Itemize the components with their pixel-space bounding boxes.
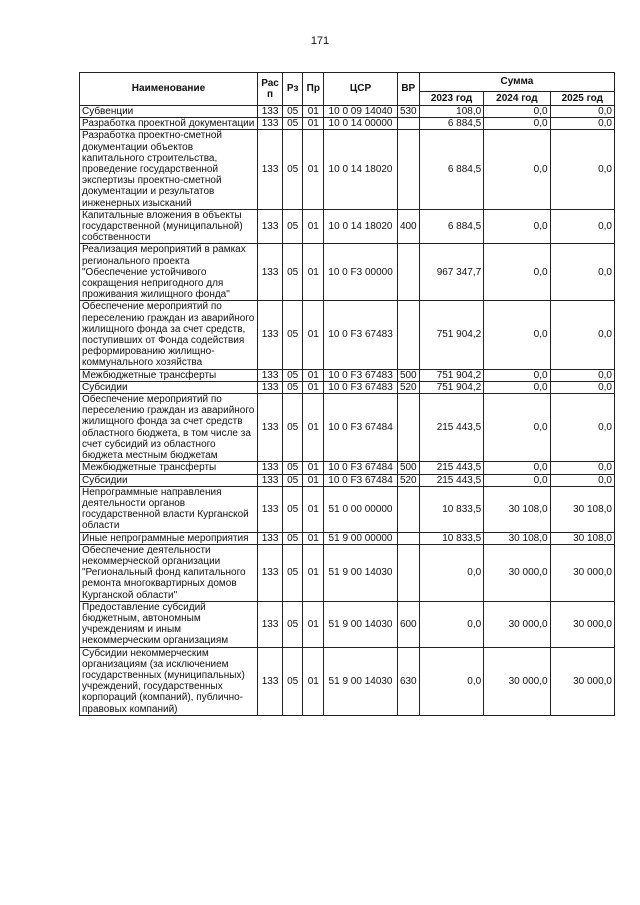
row-name: Субсидии некоммерческим организациям (за исключением государственных (муниципальных) учреждений, государственных корпораций (компаний), публично-правовых компаний) xyxy=(80,647,258,715)
row-rz: 05 xyxy=(283,394,303,462)
table-row xyxy=(80,532,615,544)
row-pr: 01 xyxy=(303,369,324,381)
row-name: Обеспечение мероприятий по переселению граждан из аварийного жилищного фонда за счет средств областного бюджета, в том числе за счет субсидий из областного бюджета местным бюджетам xyxy=(80,394,258,462)
row-sum-2023: 215 443,5 xyxy=(419,474,483,486)
row-ras: 133 xyxy=(257,118,282,130)
row-sum-2023: 6 884,5 xyxy=(419,209,483,244)
row-ras: 133 xyxy=(257,394,282,462)
row-name: Непрограммные направления деятельности органов государственной власти Курганской области xyxy=(80,486,258,532)
table-row xyxy=(80,106,615,118)
table-row xyxy=(80,544,615,601)
header-name: Наименование xyxy=(80,73,258,106)
table-row xyxy=(80,486,615,532)
row-pr: 01 xyxy=(303,209,324,244)
table-row xyxy=(80,301,615,369)
row-rz: 05 xyxy=(283,601,303,647)
row-csr: 10 0 F3 67483 xyxy=(324,369,397,381)
row-vr xyxy=(397,118,419,130)
table-row xyxy=(80,462,615,474)
row-vr: 520 xyxy=(397,474,419,486)
row-sum-2024: 0,0 xyxy=(484,369,550,381)
row-csr: 51 0 00 00000 xyxy=(324,486,397,532)
table-row xyxy=(80,369,615,381)
row-rz: 05 xyxy=(283,130,303,209)
row-pr: 01 xyxy=(303,601,324,647)
row-sum-2024: 0,0 xyxy=(484,209,550,244)
row-csr: 10 0 F3 67483 xyxy=(324,381,397,393)
row-csr: 51 9 00 14030 xyxy=(324,647,397,715)
row-sum-2025: 0,0 xyxy=(550,118,614,130)
row-sum-2025: 30 000,0 xyxy=(550,544,614,601)
row-pr: 01 xyxy=(303,381,324,393)
row-ras: 133 xyxy=(257,130,282,209)
row-pr: 01 xyxy=(303,647,324,715)
row-sum-2024: 30 000,0 xyxy=(484,544,550,601)
row-ras: 133 xyxy=(257,106,282,118)
row-csr: 10 0 F3 00000 xyxy=(324,244,397,301)
row-rz: 05 xyxy=(283,462,303,474)
row-pr: 01 xyxy=(303,301,324,369)
table-row xyxy=(80,118,615,130)
row-name: Субвенции xyxy=(80,106,258,118)
row-name: Капитальные вложения в объекты государственной (муниципальной) собственности xyxy=(80,209,258,244)
table-body xyxy=(80,106,615,716)
row-csr: 10 0 09 14040 xyxy=(324,106,397,118)
row-sum-2023: 751 904,2 xyxy=(419,301,483,369)
row-ras: 133 xyxy=(257,462,282,474)
row-csr: 51 9 00 00000 xyxy=(324,532,397,544)
row-sum-2023: 6 884,5 xyxy=(419,118,483,130)
row-name: Межбюджетные трансферты xyxy=(80,369,258,381)
row-sum-2024: 0,0 xyxy=(484,118,550,130)
header-rz: Рз xyxy=(283,73,303,106)
row-csr: 10 0 F3 67484 xyxy=(324,394,397,462)
row-sum-2024: 0,0 xyxy=(484,474,550,486)
row-sum-2024: 30 000,0 xyxy=(484,601,550,647)
table-row xyxy=(80,474,615,486)
row-name: Межбюджетные трансферты xyxy=(80,462,258,474)
row-ras: 133 xyxy=(257,244,282,301)
row-sum-2025: 30 108,0 xyxy=(550,532,614,544)
page-number: 171 xyxy=(310,35,330,47)
row-pr: 01 xyxy=(303,544,324,601)
row-rz: 05 xyxy=(283,486,303,532)
row-name: Иные непрограммные мероприятия xyxy=(80,532,258,544)
row-sum-2024: 0,0 xyxy=(484,394,550,462)
row-sum-2023: 0,0 xyxy=(419,544,483,601)
budget-table xyxy=(79,72,615,716)
row-name: Обеспечение мероприятий по переселению граждан из аварийного жилищного фонда за счет средств, поступивших от Фонда содействия реформированию жилищно-коммунального хозяйства xyxy=(80,301,258,369)
row-ras: 133 xyxy=(257,601,282,647)
row-vr xyxy=(397,244,419,301)
row-sum-2023: 0,0 xyxy=(419,647,483,715)
row-sum-2023: 10 833,5 xyxy=(419,532,483,544)
row-vr: 400 xyxy=(397,209,419,244)
row-rz: 05 xyxy=(283,369,303,381)
row-sum-2025: 0,0 xyxy=(550,301,614,369)
row-sum-2023: 967 347,7 xyxy=(419,244,483,301)
row-ras: 133 xyxy=(257,474,282,486)
row-csr: 51 9 00 14030 xyxy=(324,544,397,601)
row-sum-2024: 30 000,0 xyxy=(484,647,550,715)
header-csr: ЦСР xyxy=(324,73,397,106)
header-ras: Рас п xyxy=(257,73,282,106)
row-sum-2025: 0,0 xyxy=(550,394,614,462)
row-rz: 05 xyxy=(283,544,303,601)
row-pr: 01 xyxy=(303,532,324,544)
row-sum-2025: 0,0 xyxy=(550,244,614,301)
row-sum-2024: 0,0 xyxy=(484,301,550,369)
row-sum-2024: 30 108,0 xyxy=(484,486,550,532)
row-sum-2025: 30 000,0 xyxy=(550,601,614,647)
row-sum-2025: 0,0 xyxy=(550,106,614,118)
header-year-2024: 2024 год xyxy=(484,92,550,106)
table-row xyxy=(80,601,615,647)
row-ras: 133 xyxy=(257,301,282,369)
row-ras: 133 xyxy=(257,647,282,715)
row-rz: 05 xyxy=(283,118,303,130)
row-name: Предоставление субсидий бюджетным, автономным учреждениям и иным некоммерческим организациям xyxy=(80,601,258,647)
row-sum-2025: 0,0 xyxy=(550,369,614,381)
row-name: Разработка проектной документации xyxy=(80,118,258,130)
row-vr xyxy=(397,301,419,369)
row-ras: 133 xyxy=(257,532,282,544)
row-pr: 01 xyxy=(303,462,324,474)
row-pr: 01 xyxy=(303,394,324,462)
row-vr xyxy=(397,394,419,462)
row-vr: 500 xyxy=(397,462,419,474)
header-vr: ВР xyxy=(397,73,419,106)
table-row xyxy=(80,381,615,393)
row-vr: 530 xyxy=(397,106,419,118)
row-vr xyxy=(397,130,419,209)
row-pr: 01 xyxy=(303,486,324,532)
header-year-2025: 2025 год xyxy=(550,92,614,106)
row-sum-2023: 215 443,5 xyxy=(419,394,483,462)
table-row xyxy=(80,130,615,209)
row-rz: 05 xyxy=(283,532,303,544)
table-row xyxy=(80,244,615,301)
row-vr xyxy=(397,544,419,601)
row-sum-2023: 215 443,5 xyxy=(419,462,483,474)
row-rz: 05 xyxy=(283,647,303,715)
row-name: Субсидии xyxy=(80,474,258,486)
row-sum-2024: 0,0 xyxy=(484,244,550,301)
row-sum-2023: 0,0 xyxy=(419,601,483,647)
row-sum-2024: 0,0 xyxy=(484,462,550,474)
row-pr: 01 xyxy=(303,106,324,118)
row-sum-2024: 0,0 xyxy=(484,130,550,209)
header-pr: Пр xyxy=(303,73,324,106)
row-sum-2023: 751 904,2 xyxy=(419,381,483,393)
row-name: Субсидии xyxy=(80,381,258,393)
row-sum-2025: 0,0 xyxy=(550,130,614,209)
row-ras: 133 xyxy=(257,369,282,381)
row-ras: 133 xyxy=(257,209,282,244)
row-name: Реализация мероприятий в рамках регионального проекта "Обеспечение устойчивого сокращения непригодного для проживания жилищного фонда" xyxy=(80,244,258,301)
row-rz: 05 xyxy=(283,209,303,244)
row-vr: 520 xyxy=(397,381,419,393)
table-row xyxy=(80,394,615,462)
row-rz: 05 xyxy=(283,381,303,393)
row-name: Обеспечение деятельности некоммерческой организации "Региональный фонд капитального ремонта многоквартирных домов Курганской области" xyxy=(80,544,258,601)
row-ras: 133 xyxy=(257,381,282,393)
row-sum-2023: 6 884,5 xyxy=(419,130,483,209)
row-rz: 05 xyxy=(283,106,303,118)
row-sum-2023: 10 833,5 xyxy=(419,486,483,532)
row-sum-2024: 30 108,0 xyxy=(484,532,550,544)
row-vr xyxy=(397,532,419,544)
row-sum-2025: 30 000,0 xyxy=(550,647,614,715)
row-csr: 10 0 14 18020 xyxy=(324,209,397,244)
row-sum-2024: 0,0 xyxy=(484,106,550,118)
row-csr: 10 0 14 00000 xyxy=(324,118,397,130)
header-year-2023: 2023 год xyxy=(419,92,483,106)
row-sum-2025: 0,0 xyxy=(550,381,614,393)
row-name: Разработка проектно-сметной документации объектов капитального строительства, проведение государственной экспертизы проектно-сметной документации и результатов инженерных изысканий xyxy=(80,130,258,209)
row-sum-2025: 0,0 xyxy=(550,462,614,474)
row-csr: 10 0 F3 67484 xyxy=(324,474,397,486)
row-pr: 01 xyxy=(303,474,324,486)
table-row xyxy=(80,209,615,244)
header-sum: Сумма xyxy=(419,73,614,92)
row-csr: 51 9 00 14030 xyxy=(324,601,397,647)
row-vr: 600 xyxy=(397,601,419,647)
row-csr: 10 0 14 18020 xyxy=(324,130,397,209)
row-rz: 05 xyxy=(283,474,303,486)
row-sum-2025: 30 108,0 xyxy=(550,486,614,532)
row-rz: 05 xyxy=(283,301,303,369)
row-sum-2023: 108,0 xyxy=(419,106,483,118)
row-sum-2023: 751 904,2 xyxy=(419,369,483,381)
row-sum-2025: 0,0 xyxy=(550,474,614,486)
row-sum-2025: 0,0 xyxy=(550,209,614,244)
row-ras: 133 xyxy=(257,486,282,532)
row-ras: 133 xyxy=(257,544,282,601)
row-vr: 500 xyxy=(397,369,419,381)
row-csr: 10 0 F3 67484 xyxy=(324,462,397,474)
row-csr: 10 0 F3 67483 xyxy=(324,301,397,369)
row-sum-2024: 0,0 xyxy=(484,381,550,393)
row-pr: 01 xyxy=(303,118,324,130)
row-vr xyxy=(397,486,419,532)
row-pr: 01 xyxy=(303,130,324,209)
table-row xyxy=(80,647,615,715)
row-rz: 05 xyxy=(283,244,303,301)
row-pr: 01 xyxy=(303,244,324,301)
row-vr: 630 xyxy=(397,647,419,715)
